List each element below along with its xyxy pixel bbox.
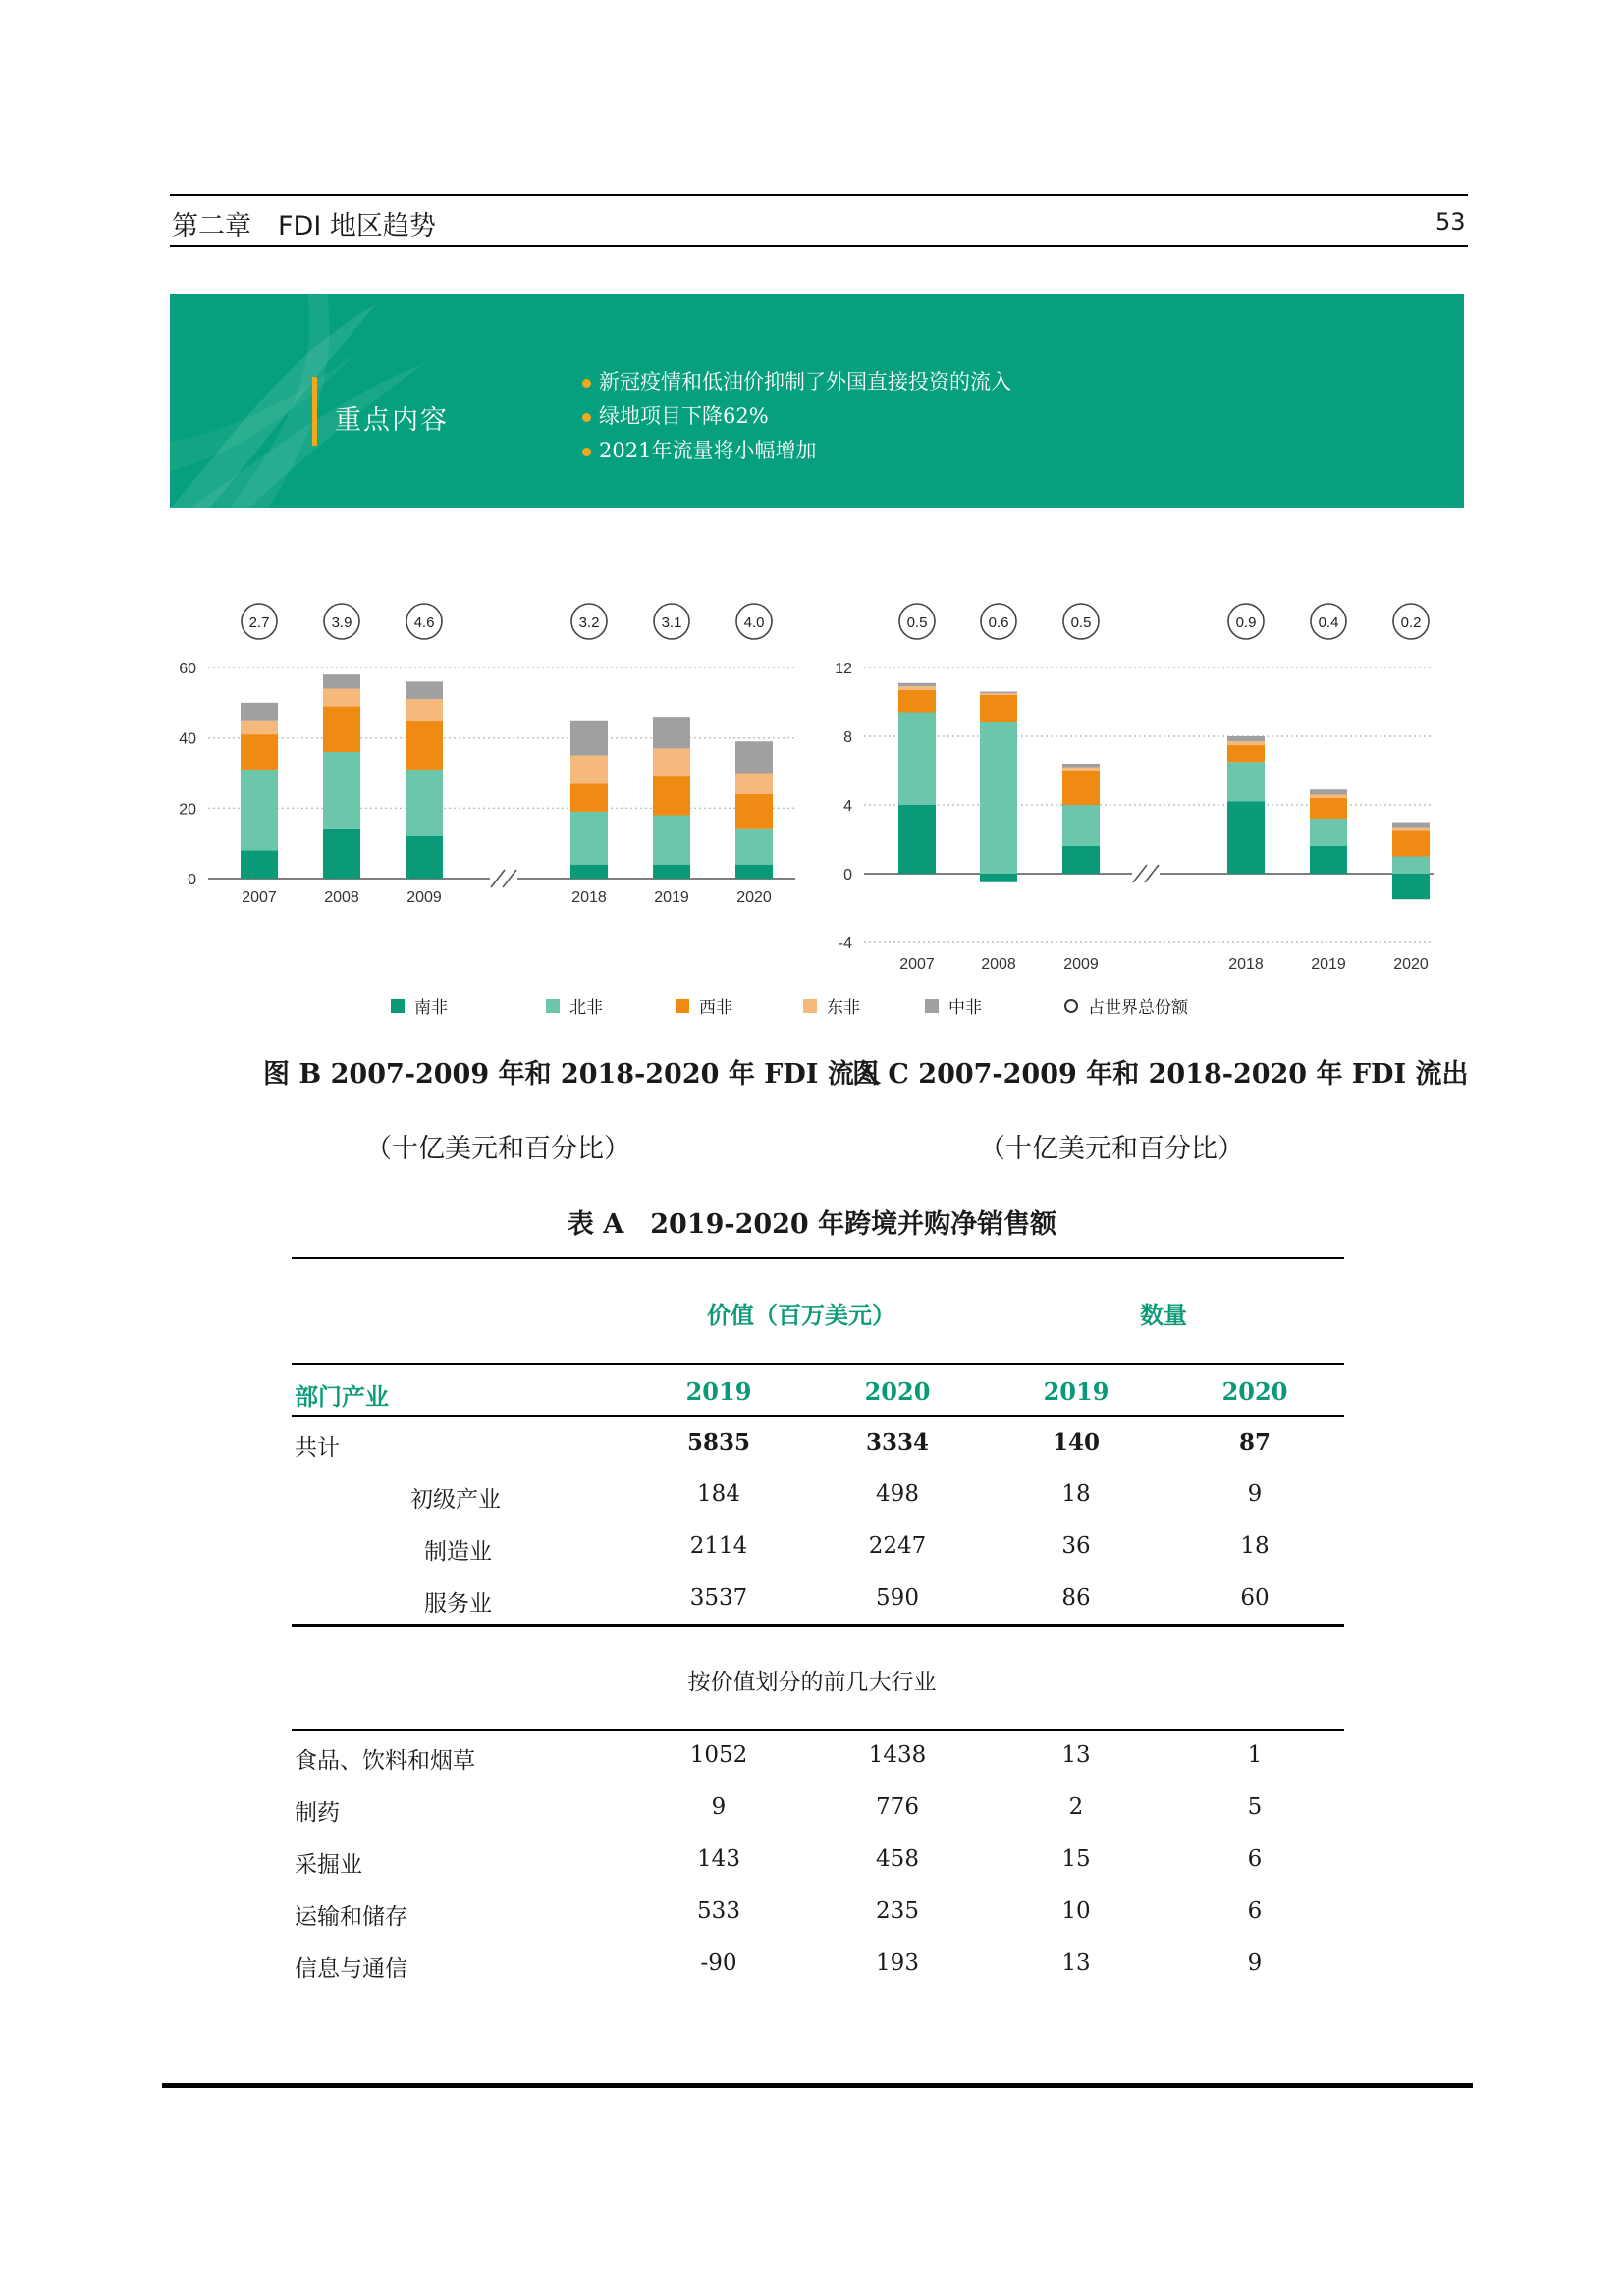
table-header-rule [292,1363,1344,1365]
cell: 87 [1238,1429,1271,1456]
cell: 5835 [686,1429,750,1456]
bar-segment [980,874,1017,882]
cell: 13 [1061,1950,1091,1976]
world-share-label: 0.2 [1400,614,1422,631]
bar-segment [735,794,773,829]
bar-segment [323,752,360,829]
banner-title: 重点内容 [335,405,449,436]
x-tick-label: 2019 [654,889,689,906]
x-tick-label: 2020 [736,889,772,906]
cell: 458 [876,1846,919,1872]
bar-segment [1310,846,1347,874]
y-tick-label: 12 [835,661,852,677]
bar-segment [1310,795,1347,799]
legend-label: 南非 [414,998,448,1018]
x-tick-label: 2018 [1228,956,1264,973]
bar-segment [735,741,773,773]
legend-item-north [546,993,603,1018]
cell: 60 [1240,1585,1270,1611]
row-label-primary: 初级产业 [410,1487,501,1513]
bar-segment [241,734,278,770]
bar-segment [1392,857,1430,875]
bar-segment [570,756,608,784]
y-tick-label: 20 [179,801,196,819]
y-tick-label: 0 [843,867,852,883]
cell: 10 [1061,1898,1091,1924]
cell: 18 [1240,1533,1270,1559]
bar-segment [1392,823,1430,828]
column-header-value-2019: 2019 [685,1377,752,1406]
bar-segment [1392,874,1430,899]
bar-segment [323,706,360,752]
world-share-label: 0.6 [988,614,1009,631]
bar-segment [898,683,936,687]
x-tick-label: 2019 [1311,956,1346,973]
bar-segment [323,829,360,879]
cell: 184 [697,1481,740,1507]
chart-b-subtitle: （十亿美元和百分比） [365,1134,630,1164]
cell: 590 [876,1585,919,1611]
bar-segment [406,770,443,836]
cell: 86 [1061,1585,1091,1611]
cell: 1052 [689,1742,748,1768]
bar-segment [1227,736,1265,741]
y-tick-label: 40 [179,730,196,748]
highlights-banner [170,294,1464,508]
column-header-value-2020: 2020 [864,1377,931,1406]
bar-segment [653,865,690,879]
cell: 3537 [689,1585,748,1611]
y-tick-label: 60 [179,661,196,677]
industry-subheader: 按价值划分的前几大行业 [687,1670,937,1695]
cell: 1438 [868,1742,927,1768]
bar-segment [323,689,360,707]
bar-segment [1310,798,1347,819]
cell: 18 [1061,1481,1091,1507]
bar-segment [406,836,443,879]
cell: 235 [876,1898,919,1924]
bar-segment [241,850,278,879]
row-label-total: 共计 [295,1435,340,1461]
column-header-sector: 部门产业 [295,1382,389,1411]
row-label: 信息与通信 [295,1956,407,1982]
bar-segment [980,693,1017,695]
row-label-services: 服务业 [424,1591,492,1617]
banner-bullet-list [582,365,1011,468]
bar-segment [570,783,608,812]
axis-break-mark [503,870,516,887]
bar-segment [1392,830,1430,856]
world-share-label: 0.4 [1318,614,1339,631]
chapter-title: 第二章 FDI 地区趋势 [172,211,436,241]
bar-segment [653,717,690,748]
legend-circle-icon [1064,999,1078,1013]
y-tick-label: 8 [843,729,852,746]
cell: 9 [1247,1481,1263,1507]
legend-swatch [546,999,560,1013]
legend-item-west [676,993,732,1018]
group-header-count: 数量 [1140,1301,1187,1329]
cell: 498 [876,1481,919,1507]
footer-rule [162,2083,1473,2088]
bullet-dot-icon [582,448,591,456]
cell: 140 [1052,1429,1100,1456]
table-industry-rule [292,1729,1344,1731]
column-header-count-2019: 2019 [1043,1377,1110,1406]
world-share-label: 4.6 [413,614,435,631]
table-columns-rule [292,1415,1344,1417]
y-tick-label: 0 [188,872,196,888]
cell: 776 [876,1794,919,1820]
y-tick-label: -4 [838,935,852,952]
banner-bullet-text: 新冠疫情和低油价抑制了外国直接投资的流入 [599,370,1011,394]
banner-bullet-text: 2021年流量将小幅增加 [599,439,817,462]
chart-c-subtitle: （十亿美元和百分比） [979,1134,1244,1164]
header-bottom-rule [170,245,1468,247]
legend-label: 东非 [827,998,860,1018]
x-tick-label: 2020 [1393,956,1429,973]
bar-segment [1227,762,1265,801]
bar-segment [570,812,608,865]
x-tick-label: 2009 [1063,956,1099,973]
bar-segment [898,686,936,690]
cell: -90 [700,1950,737,1976]
cell: 1 [1247,1742,1263,1768]
bar-segment [898,713,936,806]
cell: 6 [1247,1898,1263,1924]
legend-label: 北非 [569,998,603,1018]
banner-bullet [582,365,1011,400]
cell: 9 [711,1794,727,1820]
bullet-dot-icon [582,413,591,422]
bullet-dot-icon [582,379,591,388]
bar-segment [406,721,443,770]
bar-segment [653,748,690,776]
chart-legend [391,993,1274,1019]
bar-segment [1062,805,1100,846]
legend-label: 西非 [699,998,732,1018]
chart-fdi-inflows [167,584,815,918]
legend-item-central [925,993,982,1018]
bar-segment [735,774,773,795]
bar-segment [1062,846,1100,874]
bar-segment [1227,741,1265,745]
cell: 2114 [689,1533,748,1559]
world-share-label: 3.1 [661,614,682,631]
bar-segment [241,770,278,850]
bar-segment [406,699,443,721]
row-label: 采掘业 [295,1852,362,1878]
cell: 193 [876,1950,919,1976]
world-share-label: 3.2 [578,614,600,631]
axis-break-mark [491,870,505,887]
world-share-label: 2.7 [248,614,270,631]
legend-swatch [676,999,689,1013]
cell: 533 [697,1898,740,1924]
world-share-label: 3.9 [331,614,352,631]
cell: 2247 [868,1533,927,1559]
world-share-label: 0.9 [1235,614,1257,631]
legend-swatch [803,999,817,1013]
bar-segment [570,721,608,756]
cell: 9 [1247,1950,1263,1976]
world-share-label: 0.5 [1070,614,1092,631]
bar-segment [1227,802,1265,875]
bar-segment [323,674,360,688]
x-tick-label: 2009 [406,889,442,906]
bar-segment [406,681,443,699]
cell: 15 [1061,1846,1091,1872]
bar-segment [1062,771,1100,805]
axis-break-mark [1145,865,1159,882]
legend-item-south [391,993,448,1018]
column-header-count-2020: 2020 [1221,1377,1288,1406]
y-tick-label: 4 [843,798,852,815]
legend-swatch [925,999,939,1013]
world-share-label: 0.5 [906,614,928,631]
x-tick-label: 2018 [571,889,607,906]
bar-segment [898,805,936,874]
banner-bullet [582,434,1011,468]
row-label: 食品、饮料和烟草 [295,1748,475,1774]
cell: 3334 [865,1429,929,1456]
legend-item-world-share [1064,993,1188,1018]
bar-segment [980,722,1017,874]
cell: 143 [697,1846,740,1872]
table-title: 表 A 2019-2020 年跨境并购净销售额 [567,1209,1057,1240]
bar-segment [735,865,773,879]
x-tick-label: 2007 [899,956,935,973]
cell: 36 [1061,1533,1091,1559]
world-share-label: 4.0 [743,614,765,631]
bar-segment [653,816,690,865]
bar-segment [1227,745,1265,763]
banner-accent-bar [312,377,317,446]
x-tick-label: 2008 [324,889,359,906]
bar-segment [1062,764,1100,768]
x-tick-label: 2007 [242,889,277,906]
bar-segment [241,703,278,721]
bar-segment [1310,789,1347,794]
row-label: 运输和储存 [295,1904,407,1930]
row-label: 制药 [295,1800,340,1826]
header-top-rule [170,194,1468,196]
bar-segment [735,829,773,865]
cell: 6 [1247,1846,1263,1872]
axis-break-mark [1133,865,1147,882]
row-label-manufacturing: 制造业 [424,1539,492,1565]
legend-label: 占世界总份额 [1088,998,1188,1018]
cell: 2 [1068,1794,1084,1820]
bar-segment [1392,828,1430,831]
cell: 5 [1247,1794,1263,1820]
bar-segment [1062,768,1100,772]
chart-b-title: 图 B 2007-2009 年和 2018-2020 年 FDI 流入 [263,1059,881,1090]
bar-segment [980,695,1017,722]
legend-label: 中非 [948,998,982,1018]
legend-item-east [803,993,860,1018]
banner-bullet-text: 绿地项目下降62% [599,404,769,428]
bar-segment [241,721,278,734]
cell: 13 [1061,1742,1091,1768]
group-header-value: 价值（百万美元） [707,1301,895,1329]
banner-bullet [582,400,1011,434]
bar-segment [898,690,936,713]
page-number: 53 [1435,208,1466,236]
bar-segment [570,865,608,879]
chart-fdi-outflows [815,584,1453,987]
table-sector-rule [292,1624,1344,1627]
bar-segment [980,692,1017,694]
chart-c-title: 图 C 2007-2009 年和 2018-2020 年 FDI 流出 [852,1059,1469,1090]
table-top-rule [292,1257,1344,1259]
bar-segment [1310,819,1347,846]
x-tick-label: 2008 [981,956,1016,973]
legend-swatch [391,999,405,1013]
bar-segment [653,776,690,815]
